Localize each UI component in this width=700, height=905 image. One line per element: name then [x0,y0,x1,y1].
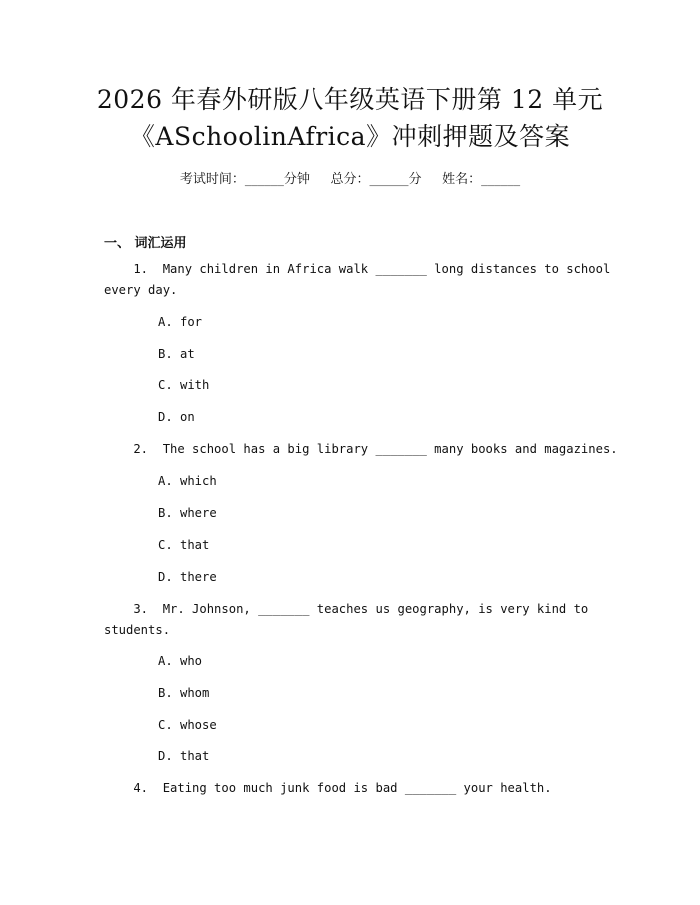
question-3-option-a: A. who [158,654,203,668]
title-line-1: 2026 年春外研版八年级英语下册第 12 单元 [96,85,604,114]
question-3-option-c: C. whose [158,718,217,732]
question-1-option-c: C. with [158,378,210,392]
question-1-line-1: 1. Many children in Africa walk _______ long distances to school [104,262,611,276]
question-1-line-2: every day. [104,283,178,297]
title-line-2: 《ASchoolinAfrica》冲刺押题及答案 [129,122,571,151]
question-1-option-b: B. at [158,347,195,361]
question-3-option-b: B. whom [158,686,210,700]
question-1-option-d: D. on [158,410,195,424]
question-3-line-2: students. [104,623,171,637]
question-2-line-1: 2. The school has a big library _______ many books and magazines. [104,442,618,456]
question-2-option-d: D. there [158,570,217,584]
question-3-line-1: 3. Mr. Johnson, _______ teaches us geography, is very kind to [104,602,589,616]
question-4-line-1: 4. Eating too much junk food is bad _______ your health. [104,781,552,795]
exam-info: 考试时间：______分钟 总分：______分 姓名：______ [179,172,521,187]
question-1-option-a: A. for [158,315,203,329]
question-2-option-b: B. where [158,506,217,520]
question-2-option-c: C. that [158,538,210,552]
question-3-option-d: D. that [158,749,210,763]
question-2-option-a: A. which [158,474,217,488]
section-heading: 一、 词汇运用 [104,236,187,251]
